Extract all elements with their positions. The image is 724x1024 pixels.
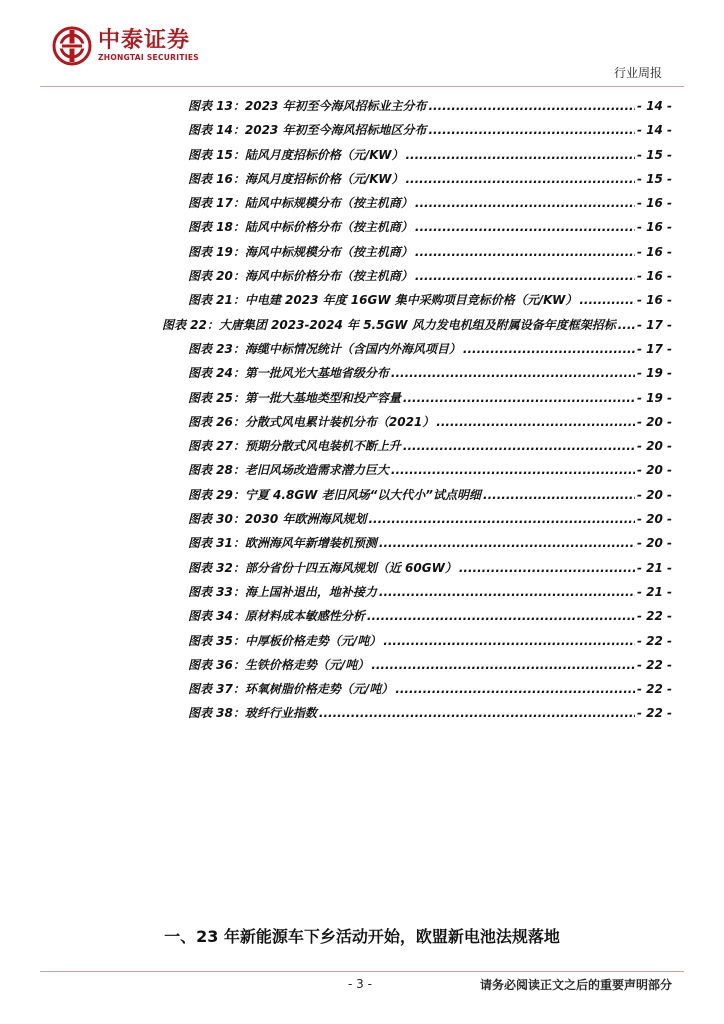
toc-entry[interactable]	[188, 168, 672, 192]
toc-leader-dots	[405, 148, 635, 162]
toc-entry-label: 图表 19：海风中标规模分布（按主机商）	[188, 244, 413, 259]
toc-entry-label: 图表 33：海上国补退出，地补接力	[188, 584, 377, 599]
toc-entry[interactable]	[188, 532, 672, 556]
toc-entry-page: - 20 -	[636, 414, 672, 429]
toc-entry-label: 图表 22：大唐集团 2023-2024 年 5.5GW 风力发电机组及附属设备年度框架招标	[162, 317, 616, 332]
toc-entry[interactable]	[188, 654, 672, 678]
toc-entry-page: - 14 -	[636, 123, 672, 138]
toc-entry[interactable]	[188, 144, 672, 168]
toc-entry[interactable]	[188, 265, 672, 289]
zhongtai-logo-icon	[52, 26, 92, 66]
toc-entry-page: - 20 -	[636, 463, 672, 478]
toc-entry-label: 图表 15：陆风月度招标价格（元/KW）	[188, 147, 404, 162]
toc-leader-dots	[391, 366, 635, 380]
toc-leader-dots	[383, 634, 635, 648]
logo-chinese-name: 中泰证券	[98, 28, 191, 53]
toc-entry-label: 图表 25：第一批大基地类型和投产容量	[188, 390, 401, 405]
toc-entry-page: - 16 -	[636, 244, 672, 259]
toc-entry-label: 图表 21：中电建 2023 年度 16GW 集中采购项目竞标价格（元/KW）	[188, 293, 578, 308]
toc-leader-dots	[405, 172, 635, 186]
toc-entry-page: - 20 -	[636, 487, 672, 502]
toc-entry-page: - 21 -	[636, 584, 672, 599]
toc-entry[interactable]	[188, 630, 672, 654]
toc-entry-label: 图表 37：环氧树脂价格走势（元/吨）	[188, 682, 394, 697]
toc-leader-dots	[379, 536, 635, 550]
toc-leader-dots	[579, 293, 635, 307]
toc-leader-dots	[483, 488, 635, 502]
toc-entry[interactable]	[188, 459, 672, 483]
toc-leader-dots	[459, 561, 635, 575]
toc-entry[interactable]	[188, 387, 672, 411]
toc-leader-dots	[415, 245, 635, 259]
toc-leader-dots	[428, 123, 635, 137]
toc-entry-page: - 16 -	[636, 196, 672, 211]
toc-entry[interactable]	[188, 557, 672, 581]
toc-leader-dots	[415, 196, 635, 210]
toc-entry[interactable]	[188, 241, 672, 265]
toc-leader-dots	[415, 269, 635, 283]
toc-entry-label: 图表 26：分散式风电累计装机分布（2021）	[188, 414, 435, 429]
toc-entry-page: - 19 -	[636, 390, 672, 405]
toc-leader-dots	[379, 585, 635, 599]
toc-entry[interactable]	[188, 581, 672, 605]
toc-leader-dots	[428, 99, 635, 113]
toc-entry[interactable]	[188, 119, 672, 143]
toc-leader-dots	[395, 682, 635, 696]
toc-entry-page: - 20 -	[636, 512, 672, 527]
toc-entry[interactable]	[188, 362, 672, 386]
figure-list	[162, 95, 672, 727]
toc-entry[interactable]	[188, 216, 672, 240]
toc-entry-page: - 14 -	[636, 99, 672, 113]
toc-entry-page: - 16 -	[636, 220, 672, 235]
toc-leader-dots	[371, 658, 635, 672]
header-divider	[40, 86, 684, 87]
toc-entry-page: - 17 -	[636, 317, 672, 332]
toc-entry[interactable]	[188, 289, 672, 313]
toc-leader-dots	[391, 463, 635, 477]
toc-entry[interactable]	[188, 192, 672, 216]
toc-entry-label: 图表 29：宁夏 4.8GW 老旧风场“以大代小”试点明细	[188, 487, 482, 502]
toc-entry-page: - 20 -	[636, 536, 672, 551]
toc-entry-label: 图表 18：陆风中标价格分布（按主机商）	[188, 220, 413, 235]
toc-entry-label: 图表 24：第一批风光大基地省级分布	[188, 366, 389, 381]
toc-entry-page: - 22 -	[636, 706, 672, 721]
toc-entry-page: - 20 -	[636, 439, 672, 454]
toc-entry-page: - 22 -	[636, 609, 672, 624]
toc-entry-page: - 17 -	[636, 341, 672, 356]
toc-entry-label: 图表 14：2023 年初至今海风招标地区分布	[188, 123, 427, 138]
toc-entry-page: - 22 -	[636, 657, 672, 672]
toc-entry-label: 图表 20：海风中标价格分布（按主机商）	[188, 269, 413, 284]
toc-entry-label: 图表 30：2030 年欧洲海风规划	[188, 512, 367, 527]
toc-entry-page: - 15 -	[636, 171, 672, 186]
toc-entry-page: - 16 -	[636, 269, 672, 284]
toc-leader-dots	[436, 415, 635, 429]
toc-entry-page: - 19 -	[636, 366, 672, 381]
toc-leader-dots	[403, 439, 635, 453]
page-header	[0, 0, 724, 90]
toc-entry-label: 图表 27：预期分散式风电装机不断上升	[188, 439, 401, 454]
toc-entry[interactable]	[188, 338, 672, 362]
toc-entry-page: - 21 -	[636, 560, 672, 575]
toc-entry-page: - 22 -	[636, 682, 672, 697]
section-heading: 一、23 年新能源车下乡活动开始，欧盟新电池法规落地	[164, 927, 560, 946]
toc-entry-label: 图表 28：老旧风场改造需求潜力巨大	[188, 463, 389, 478]
toc-entry-page: - 16 -	[636, 293, 672, 308]
toc-entry[interactable]	[188, 702, 672, 726]
toc-leader-dots	[618, 318, 635, 332]
toc-entry-label: 图表 36：生铁价格走势（元/吨）	[188, 657, 370, 672]
toc-leader-dots	[403, 391, 635, 405]
toc-entry-label: 图表 31：欧洲海风年新增装机预测	[188, 536, 377, 551]
toc-entry-label: 图表 13：2023 年初至今海风招标业主分布	[188, 99, 427, 113]
toc-leader-dots	[367, 609, 635, 623]
footer-divider	[40, 971, 684, 972]
toc-entry[interactable]	[188, 435, 672, 459]
toc-entry[interactable]	[162, 314, 672, 338]
toc-entry[interactable]	[188, 678, 672, 702]
toc-entry-label: 图表 23：海缆中标情况统计（含国内外海风项目）	[188, 341, 461, 356]
page-number: - 3 -	[348, 977, 372, 991]
toc-entry-label: 图表 32：部分省份十四五海风规划（近 60GW）	[188, 560, 457, 575]
logo-english-name: ZHONGTAI SECURITIES	[98, 53, 199, 62]
toc-entry[interactable]	[188, 484, 672, 508]
toc-entry[interactable]	[188, 95, 672, 119]
toc-entry-label: 图表 17：陆风中标规模分布（按主机商）	[188, 196, 413, 211]
toc-leader-dots	[319, 706, 635, 720]
toc-entry-label: 图表 38：玻纤行业指数	[188, 706, 317, 721]
toc-entry-page: - 22 -	[636, 633, 672, 648]
toc-entry[interactable]	[188, 411, 672, 435]
toc-entry[interactable]	[188, 605, 672, 629]
report-type-label: 行业周报	[613, 66, 662, 80]
toc-leader-dots	[415, 220, 635, 234]
toc-entry-page: - 15 -	[636, 147, 672, 162]
toc-entry[interactable]	[188, 508, 672, 532]
toc-entry-label: 图表 34：原材料成本敏感性分析	[188, 609, 365, 624]
toc-entry-label: 图表 35：中厚板价格走势（元/吨）	[188, 633, 382, 648]
footer-disclaimer: 请务必阅读正文之后的重要声明部分	[479, 978, 672, 992]
toc-leader-dots	[463, 342, 635, 356]
toc-entry-label: 图表 16：海风月度招标价格（元/KW）	[188, 171, 404, 186]
toc-leader-dots	[368, 512, 635, 526]
company-logo	[52, 26, 199, 66]
